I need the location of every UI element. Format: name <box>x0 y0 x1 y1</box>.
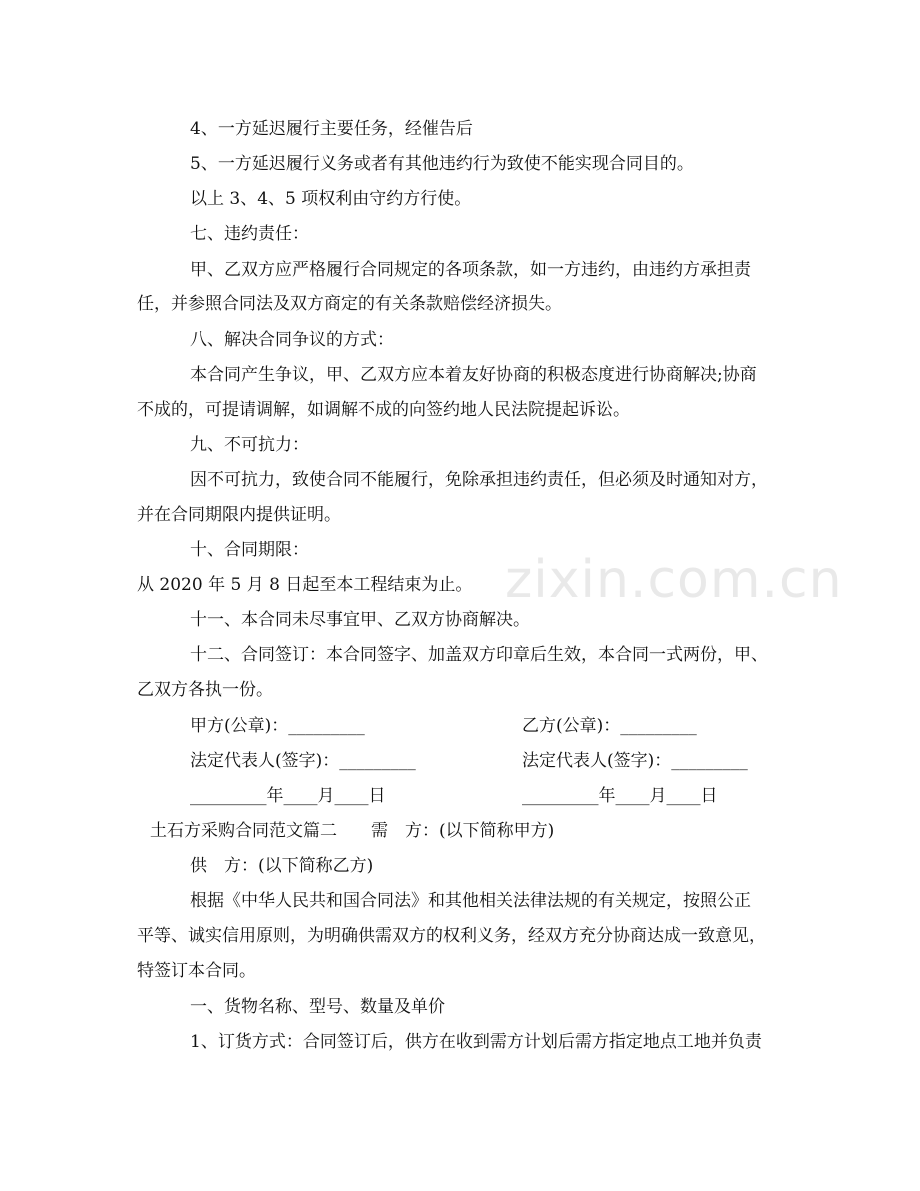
section-heading: 十、合同期限： <box>190 540 309 560</box>
paragraph-line: 并在合同期限内提供证明。 <box>137 505 341 525</box>
paragraph-line: 5、一方延迟履行义务或者有其他违约行为致使不能实现合同目的。 <box>190 154 694 174</box>
paragraph-line: 1、订货方式：合同签订后，供方在收到需方计划后需方指定地点工地并负责 <box>190 1032 762 1052</box>
party-b-date-field: _________年____月____日 <box>522 786 718 806</box>
paragraph-line: 供 方：(以下简称乙方) <box>190 856 374 876</box>
section-heading: 九、不可抗力： <box>190 435 309 455</box>
paragraph-line: 十二、合同签订：本合同签字、加盖双方印章后生效，本合同一式两份，甲、 <box>190 645 768 665</box>
paragraph-line: 十一、本合同未尽事宜甲、乙双方协商解决。 <box>190 610 530 630</box>
party-a-seal-field: 甲方(公章)：_________ <box>190 716 365 736</box>
paragraph-line: 甲、乙双方应严格履行合同规定的各项条款，如一方违约，由违约方承担责 <box>190 260 751 280</box>
paragraph-line: 从 2020 年 5 月 8 日起至本工程结束为止。 <box>137 575 473 595</box>
section-heading: 一、货物名称、型号、数量及单价 <box>190 997 445 1017</box>
section-heading: 七、违约责任： <box>190 224 309 244</box>
paragraph-line: 本合同产生争议，甲、乙双方应本着友好协商的积极态度进行协商解决;协商 <box>190 365 757 385</box>
paragraph-line: 因不可抗力，致使合同不能履行，免除承担违约责任，但必须及时通知对方， <box>190 470 768 490</box>
party-a-representative-field: 法定代表人(签字)：_________ <box>190 751 416 771</box>
party-a-date-field: _________年____月____日 <box>190 786 386 806</box>
section-heading: 八、解决合同争议的方式： <box>190 330 394 350</box>
party-b-representative-field: 法定代表人(签字)：_________ <box>522 751 748 771</box>
party-b-seal-field: 乙方(公章)：_________ <box>522 716 697 736</box>
paragraph-line: 乙双方各执一份。 <box>137 680 273 700</box>
paragraph-line: 4、一方延迟履行主要任务，经催告后 <box>190 119 473 139</box>
paragraph-line: 平等、诚实信用原则，为明确供需双方的权利义务，经双方充分协商达成一致意见， <box>137 926 766 946</box>
paragraph-line: 特签订本合同。 <box>137 961 256 981</box>
paragraph-line: 任，并参照合同法及双方商定的有关条款赔偿经济损失。 <box>137 294 562 314</box>
paragraph-line: 根据《中华人民共和国合同法》和其他相关法律法规的有关规定，按照公正 <box>190 891 751 911</box>
paragraph-line: 以上 3、4、5 项权利由守约方行使。 <box>190 189 472 209</box>
watermark: zixin.com.cn <box>505 550 843 610</box>
paragraph-line: 不成的，可提请调解，如调解不成的向签约地人民法院提起诉讼。 <box>137 400 630 420</box>
section-title: 土石方采购合同范文篇二 需 方：(以下简称甲方) <box>150 821 555 841</box>
